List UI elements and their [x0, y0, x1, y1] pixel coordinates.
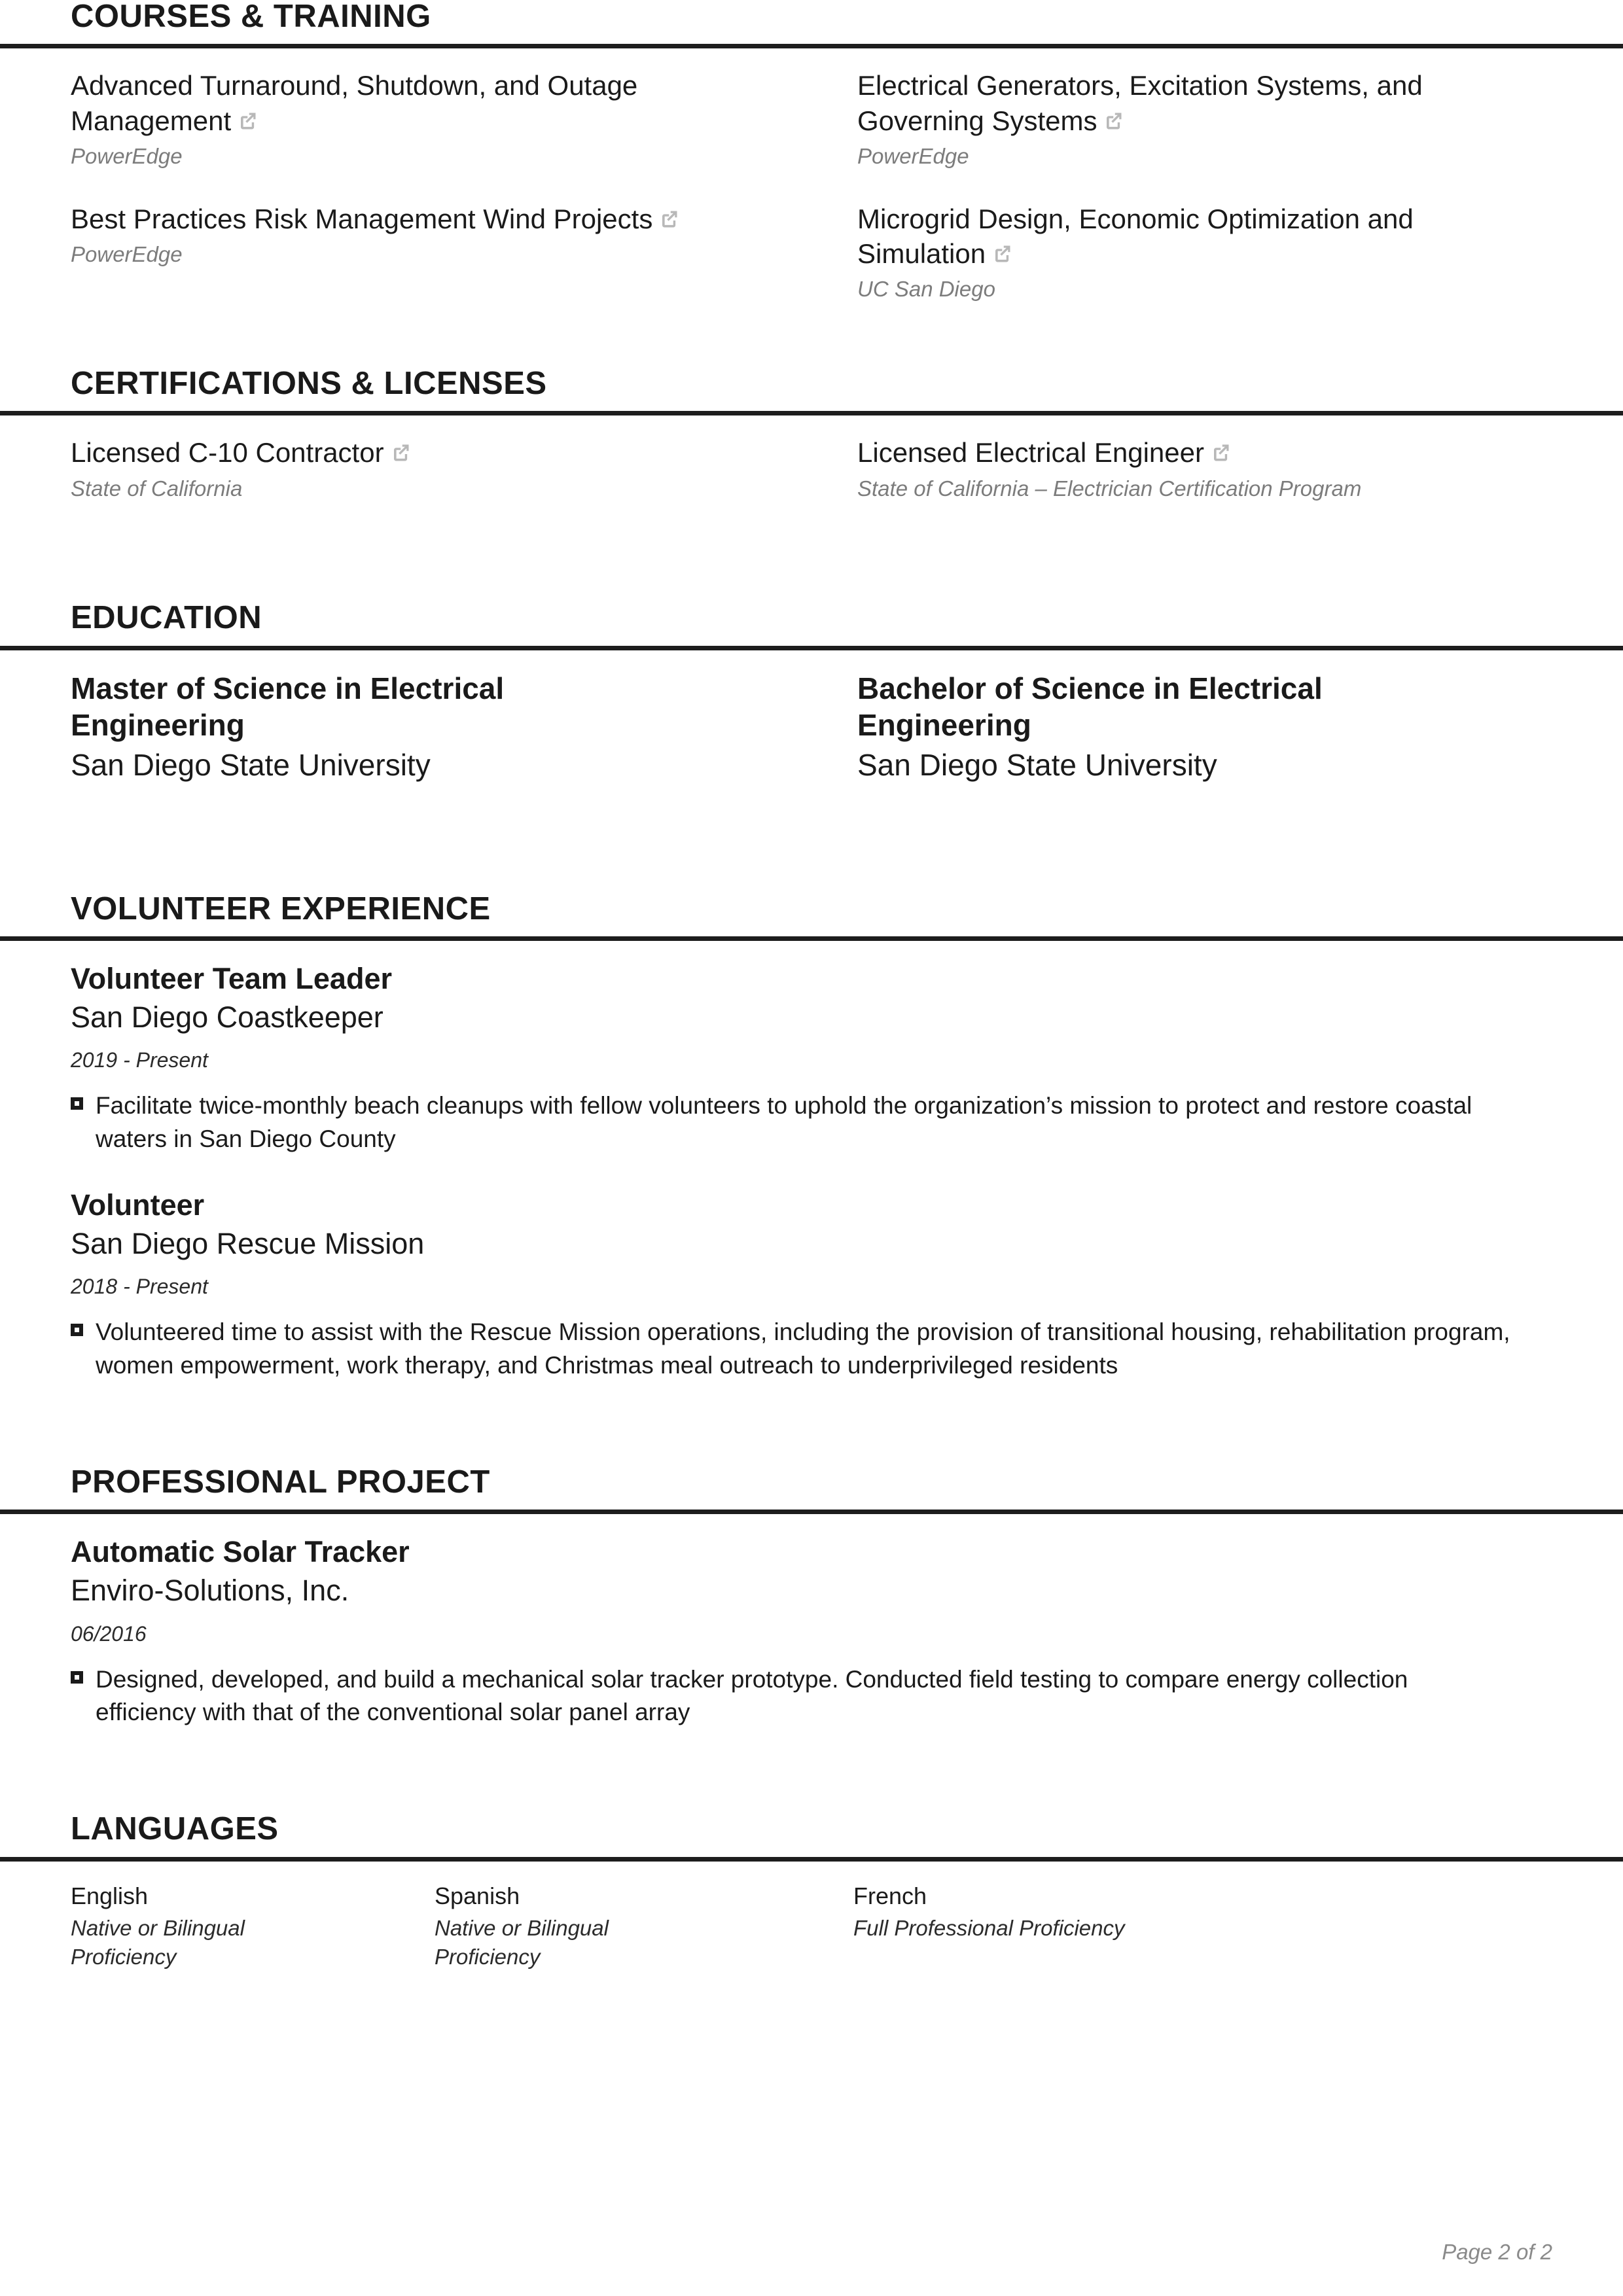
course-title	[857, 202, 1525, 272]
volunteer-entry	[71, 961, 1552, 1156]
courses-grid	[71, 68, 1552, 304]
section-title-languages: LANGUAGES	[71, 1811, 279, 1847]
education-degree: Bachelor of Science in Electrical Engineering	[857, 671, 1323, 742]
square-bullet-icon	[71, 1097, 83, 1110]
education-grid	[71, 670, 1552, 815]
section-languages	[71, 1812, 1552, 1971]
section-professional-project	[71, 1466, 1552, 1729]
course-title-text: Advanced Turnaround, Shutdown, and Outage Management	[71, 70, 638, 136]
external-link-icon[interactable]	[391, 443, 410, 463]
section-body-education	[71, 650, 1552, 815]
volunteer-entry	[71, 1187, 1552, 1382]
language-name: English	[71, 1882, 149, 1909]
section-certifications-licenses	[71, 367, 1552, 533]
project-date: 06/2016	[71, 1621, 147, 1646]
certification-issuer: State of California	[71, 476, 243, 501]
section-title-education: EDUCATION	[71, 600, 262, 636]
course-title	[857, 68, 1525, 138]
certification-title-text: Licensed C-10 Contractor	[71, 437, 384, 468]
spacer	[71, 304, 1552, 367]
list-item	[71, 1316, 1552, 1382]
section-body-project	[71, 1514, 1552, 1729]
section-title-courses: COURSES & TRAINING	[71, 0, 431, 34]
course-title-text: Best Practices Risk Management Wind Projects	[71, 203, 653, 234]
language-name: French	[853, 1882, 927, 1909]
section-education	[71, 601, 1552, 815]
spacer	[71, 533, 1552, 601]
course-provider: PowerEdge	[857, 144, 969, 169]
education-school: San Diego State University	[71, 747, 431, 782]
project-bullet-list	[71, 1663, 1552, 1729]
course-entry	[71, 68, 857, 171]
volunteer-bullet-list	[71, 1316, 1552, 1382]
certifications-grid	[71, 435, 1552, 533]
language-entry	[71, 1881, 435, 1971]
section-body-certifications	[71, 415, 1552, 533]
language-entry	[853, 1881, 1554, 1971]
section-body-languages	[71, 1862, 1552, 1971]
course-provider: PowerEdge	[71, 241, 183, 266]
certification-entry	[857, 435, 1623, 533]
section-body-courses	[71, 48, 1552, 304]
section-courses-training	[71, 0, 1552, 304]
bullet-text: Volunteered time to assist with the Rescue Mission operations, including the provision of transitional housing, rehabilitation program, women empowerment, work therapy, and Christmas meal outreach to underprivileged residents	[96, 1318, 1510, 1379]
list-item	[71, 1089, 1552, 1156]
course-entry	[71, 202, 857, 274]
course-title-text: Electrical Generators, Excitation Systems, and Governing Systems	[857, 70, 1423, 136]
volunteer-role: Volunteer Team Leader	[71, 962, 392, 996]
volunteer-role: Volunteer	[71, 1188, 205, 1222]
education-entry	[857, 670, 1623, 815]
section-title-volunteer: VOLUNTEER EXPERIENCE	[71, 891, 491, 927]
external-link-icon[interactable]	[1211, 443, 1230, 463]
section-divider	[0, 44, 1623, 48]
course-entry	[857, 202, 1623, 304]
list-item	[71, 1663, 1552, 1729]
course-entry	[857, 68, 1623, 171]
volunteer-dates: 2019 - Present	[71, 1048, 208, 1072]
external-link-icon[interactable]	[992, 244, 1012, 264]
certification-title	[857, 435, 1525, 470]
section-divider	[0, 646, 1623, 650]
certification-issuer: State of California – Electrician Certification Program	[857, 476, 1362, 501]
project-title: Automatic Solar Tracker	[71, 1535, 410, 1569]
certification-title	[71, 435, 738, 470]
language-proficiency: Native or Bilingual Proficiency	[71, 1916, 245, 1969]
section-divider	[0, 936, 1623, 941]
education-school: San Diego State University	[857, 747, 1217, 782]
volunteer-dates: 2018 - Present	[71, 1275, 208, 1299]
course-provider: PowerEdge	[71, 144, 183, 169]
volunteer-organization: San Diego Rescue Mission	[71, 1226, 425, 1260]
education-entry	[71, 670, 857, 785]
language-entry	[435, 1881, 853, 1971]
course-title	[71, 202, 738, 236]
section-divider	[0, 411, 1623, 415]
page-footer: Page 2 of 2	[1442, 2240, 1552, 2264]
spacer	[71, 1388, 1552, 1466]
section-divider	[0, 1857, 1623, 1862]
languages-grid	[71, 1881, 1552, 1971]
education-degree: Master of Science in Electrical Engineering	[71, 671, 505, 742]
project-organization: Enviro-Solutions, Inc.	[71, 1574, 349, 1608]
project-entry	[71, 1534, 1552, 1729]
bullet-text: Facilitate twice-monthly beach cleanups with fellow volunteers to uphold the organization’s mission to protect and restore coastal waters in San Diego County	[96, 1092, 1472, 1152]
section-title-certifications: CERTIFICATIONS & LICENSES	[71, 365, 547, 401]
spacer	[71, 1735, 1552, 1812]
certification-title-text: Licensed Electrical Engineer	[857, 437, 1204, 468]
volunteer-bullet-list	[71, 1089, 1552, 1156]
volunteer-organization: San Diego Coastkeeper	[71, 1000, 383, 1034]
course-title-text: Microgrid Design, Economic Optimization and Simulation	[857, 203, 1414, 269]
external-link-icon[interactable]	[1103, 111, 1123, 131]
language-name: Spanish	[435, 1882, 520, 1909]
section-volunteer-experience	[71, 892, 1552, 1382]
language-proficiency: Full Professional Proficiency	[853, 1916, 1125, 1941]
section-title-project: PROFESSIONAL PROJECT	[71, 1464, 490, 1500]
section-divider	[0, 1510, 1623, 1514]
square-bullet-icon	[71, 1324, 83, 1336]
external-link-icon[interactable]	[659, 209, 679, 229]
course-provider: UC San Diego	[857, 277, 995, 302]
spacer	[71, 815, 1552, 892]
bullet-text: Designed, developed, and build a mechanical solar tracker prototype. Conducted field testing to compare energy collection efficiency with that of the conventional solar panel array	[96, 1665, 1408, 1725]
language-proficiency: Native or Bilingual Proficiency	[435, 1916, 609, 1969]
section-body-volunteer	[71, 941, 1552, 1382]
course-title	[71, 68, 738, 138]
square-bullet-icon	[71, 1671, 83, 1684]
certification-entry	[71, 435, 857, 503]
external-link-icon[interactable]	[238, 111, 257, 131]
